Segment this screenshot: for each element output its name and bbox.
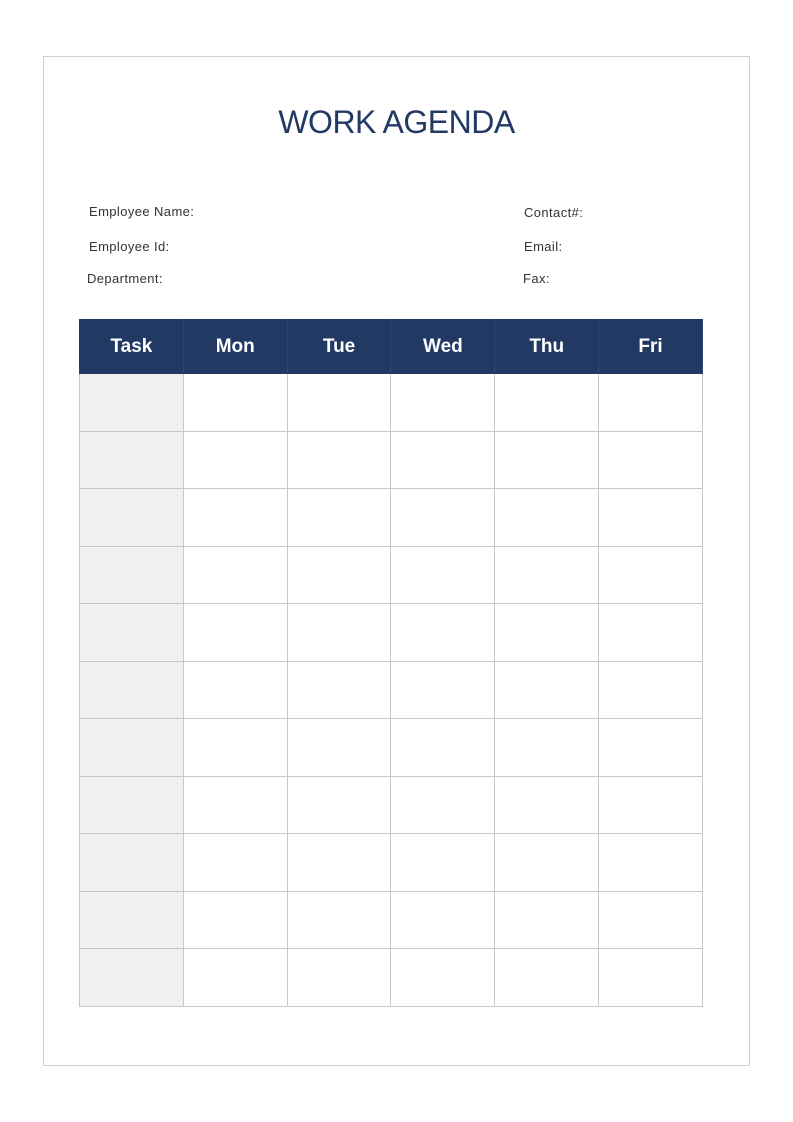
cell-tue[interactable] [287,546,391,604]
cell-mon[interactable] [183,431,287,489]
cell-wed[interactable] [391,604,495,662]
cell-wed[interactable] [391,374,495,432]
cell-fri[interactable] [599,891,703,949]
cell-wed[interactable] [391,891,495,949]
cell-tue[interactable] [287,604,391,662]
cell-wed[interactable] [391,719,495,777]
cell-task[interactable] [80,661,184,719]
cell-mon[interactable] [183,546,287,604]
header-fri: Fri [599,320,703,374]
cell-thu[interactable] [495,661,599,719]
table-row [80,546,703,604]
cell-fri[interactable] [599,546,703,604]
table-row [80,891,703,949]
cell-wed[interactable] [391,431,495,489]
cell-tue[interactable] [287,489,391,547]
employee-name-label: Employee Name: [89,204,195,219]
table-row [80,431,703,489]
cell-thu[interactable] [495,431,599,489]
cell-tue[interactable] [287,949,391,1007]
cell-task[interactable] [80,776,184,834]
header-thu: Thu [495,320,599,374]
agenda-body [80,374,703,1007]
cell-wed[interactable] [391,834,495,892]
cell-thu[interactable] [495,891,599,949]
cell-fri[interactable] [599,719,703,777]
cell-task[interactable] [80,489,184,547]
cell-fri[interactable] [599,431,703,489]
cell-mon[interactable] [183,834,287,892]
header-mon: Mon [183,320,287,374]
cell-thu[interactable] [495,604,599,662]
cell-tue[interactable] [287,431,391,489]
cell-fri[interactable] [599,489,703,547]
cell-task[interactable] [80,546,184,604]
cell-mon[interactable] [183,374,287,432]
cell-mon[interactable] [183,776,287,834]
cell-task[interactable] [80,949,184,1007]
fax-label: Fax: [523,271,550,286]
cell-mon[interactable] [183,604,287,662]
cell-task[interactable] [80,431,184,489]
cell-mon[interactable] [183,891,287,949]
cell-task[interactable] [80,891,184,949]
header-tue: Tue [287,320,391,374]
cell-tue[interactable] [287,374,391,432]
table-row [80,949,703,1007]
cell-wed[interactable] [391,776,495,834]
cell-thu[interactable] [495,949,599,1007]
cell-wed[interactable] [391,489,495,547]
cell-thu[interactable] [495,374,599,432]
table-row [80,604,703,662]
cell-fri[interactable] [599,661,703,719]
cell-fri[interactable] [599,776,703,834]
cell-task[interactable] [80,719,184,777]
table-row [80,489,703,547]
cell-thu[interactable] [495,489,599,547]
table-row [80,776,703,834]
cell-tue[interactable] [287,891,391,949]
table-row [80,661,703,719]
cell-fri[interactable] [599,834,703,892]
cell-mon[interactable] [183,489,287,547]
employee-id-label: Employee Id: [89,239,170,254]
cell-tue[interactable] [287,719,391,777]
cell-wed[interactable] [391,546,495,604]
cell-wed[interactable] [391,949,495,1007]
cell-tue[interactable] [287,661,391,719]
table-row [80,834,703,892]
cell-mon[interactable] [183,949,287,1007]
table-row [80,374,703,432]
cell-tue[interactable] [287,776,391,834]
cell-task[interactable] [80,834,184,892]
table-row [80,719,703,777]
cell-tue[interactable] [287,834,391,892]
page-title: WORK AGENDA [278,104,515,140]
cell-thu[interactable] [495,834,599,892]
cell-fri[interactable] [599,604,703,662]
department-label: Department: [87,271,163,286]
cell-fri[interactable] [599,949,703,1007]
cell-thu[interactable] [495,546,599,604]
cell-task[interactable] [80,374,184,432]
cell-task[interactable] [80,604,184,662]
header-row [80,320,703,374]
email-label: Email: [524,239,563,254]
contact-label: Contact#: [524,205,584,220]
cell-thu[interactable] [495,719,599,777]
cell-thu[interactable] [495,776,599,834]
cell-wed[interactable] [391,661,495,719]
cell-mon[interactable] [183,661,287,719]
cell-mon[interactable] [183,719,287,777]
header-wed: Wed [391,320,495,374]
header-task: Task [80,320,184,374]
agenda-table [79,319,703,1007]
cell-fri[interactable] [599,374,703,432]
